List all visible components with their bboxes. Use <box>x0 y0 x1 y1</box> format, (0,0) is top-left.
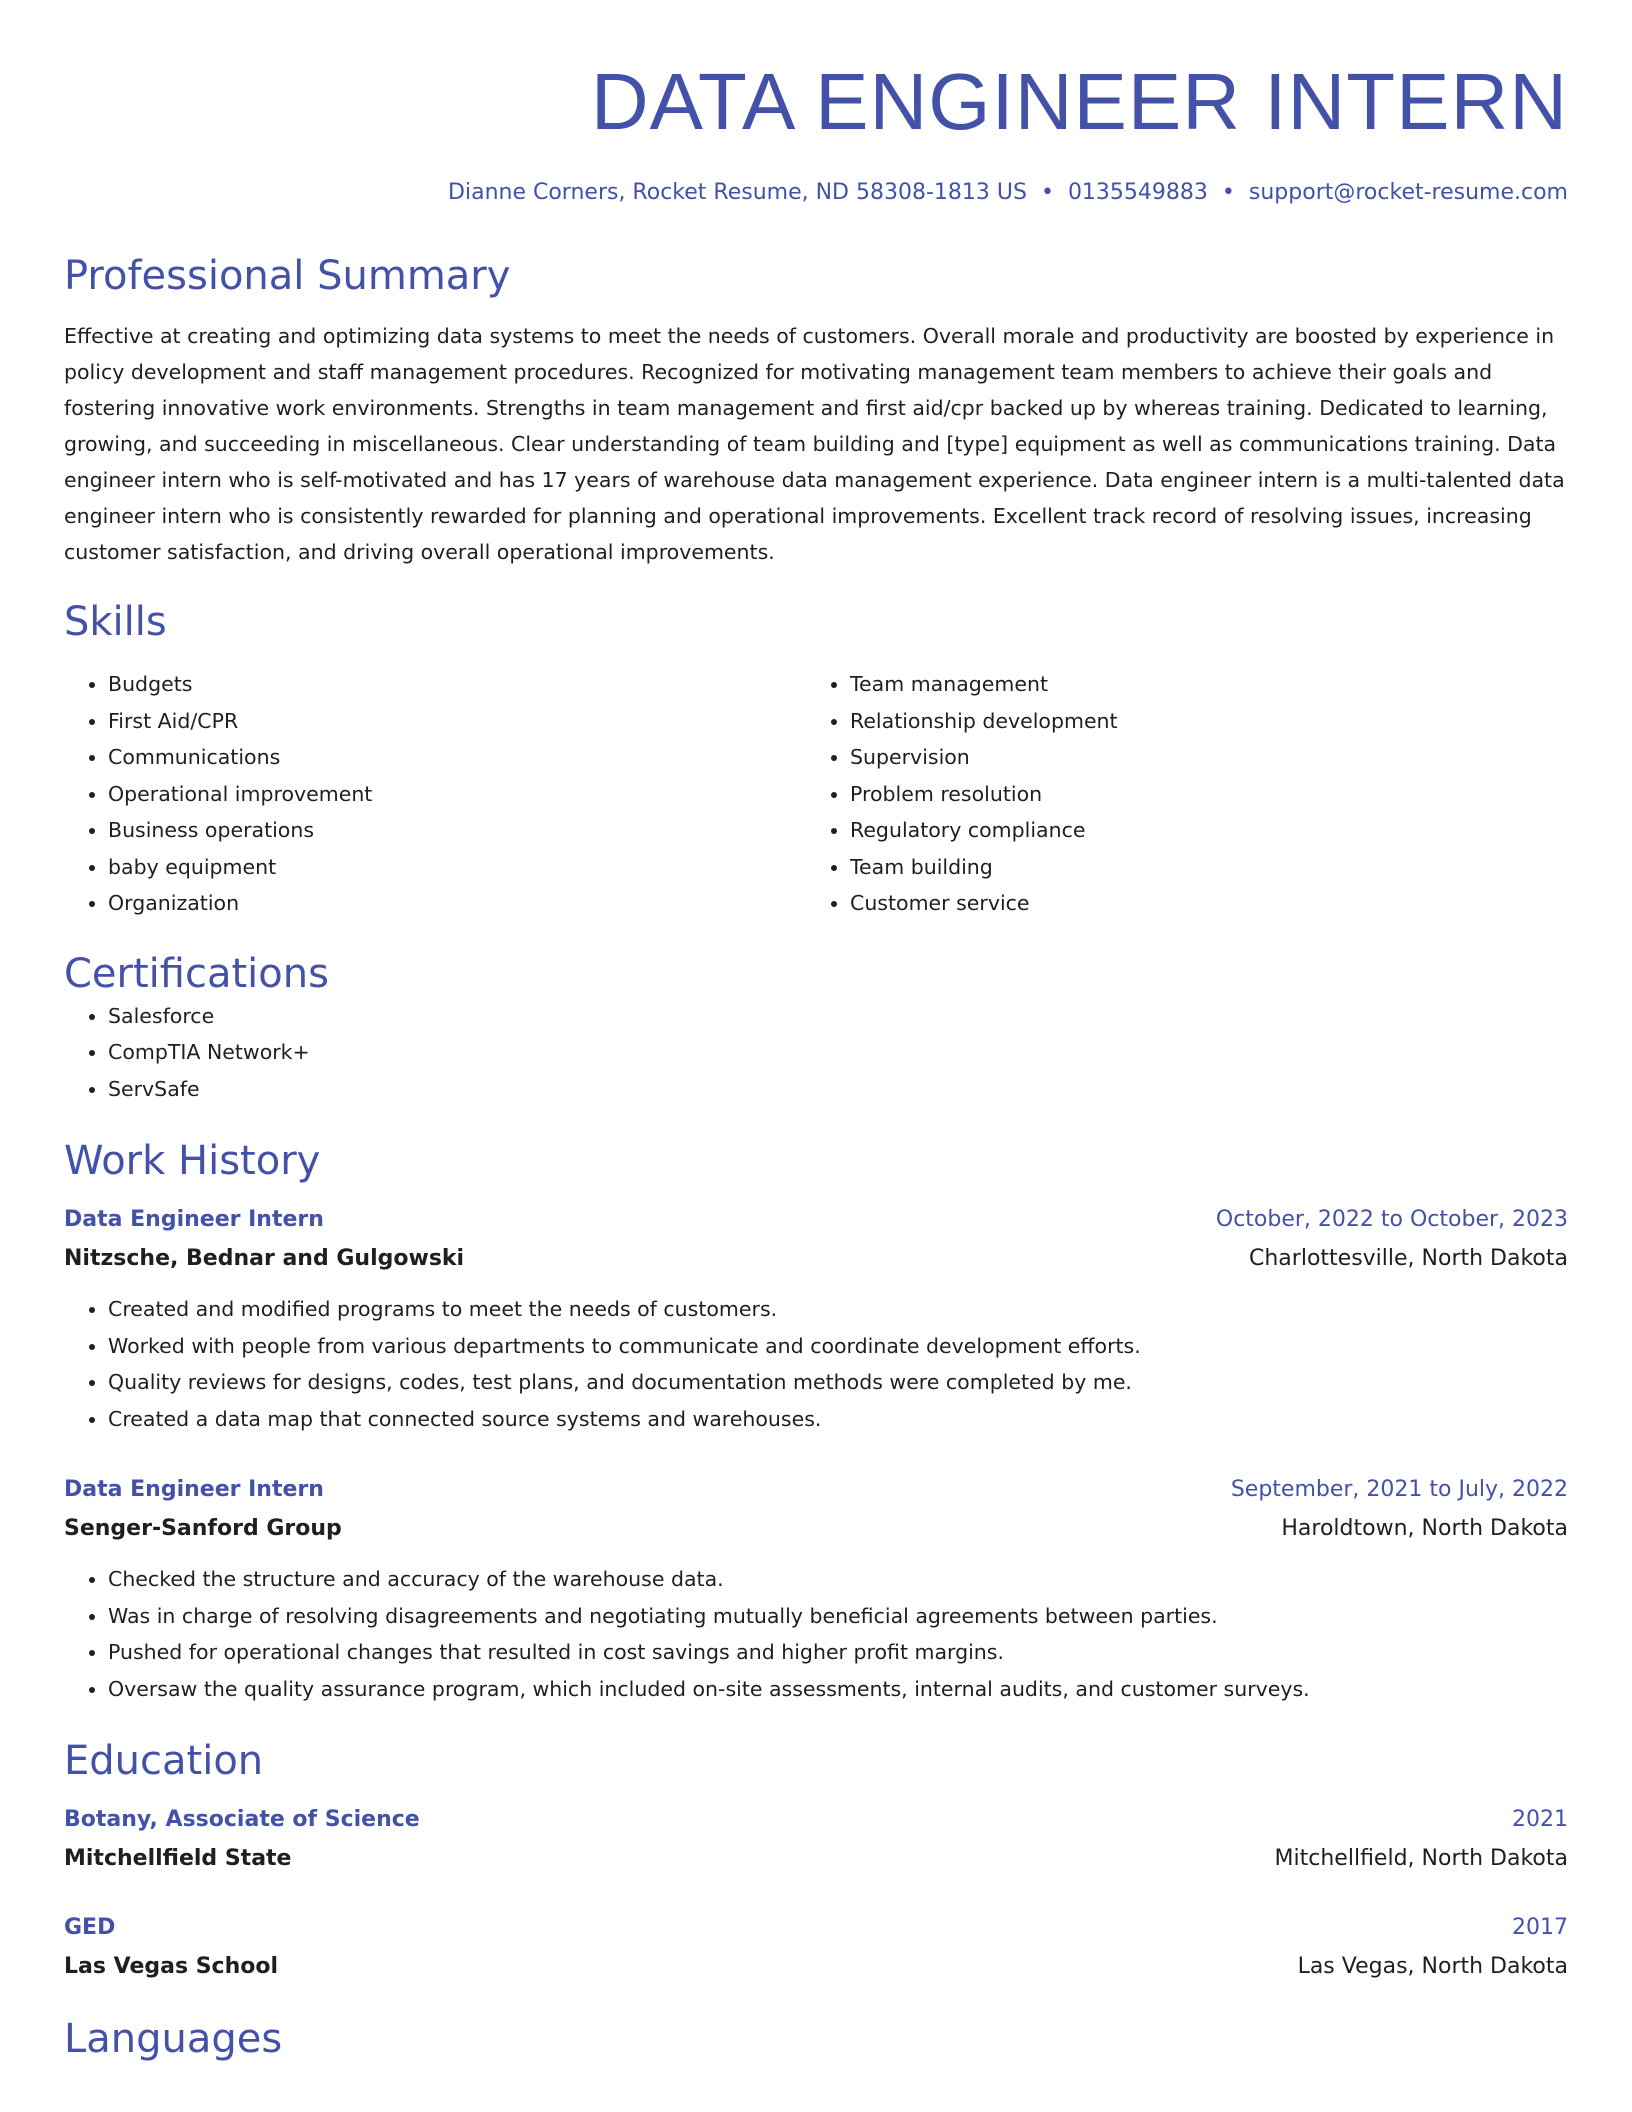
skill-item: • Relationship development <box>850 703 1548 740</box>
section-heading-work-history: Work History <box>64 1138 321 1184</box>
skills-list-left <box>64 666 806 922</box>
job-company-row <box>64 1509 1568 1549</box>
education-school-row <box>64 1839 1568 1879</box>
job-location: Haroldtown, North Dakota <box>1281 1516 1568 1541</box>
skill-item: • Regulatory compliance <box>850 812 1548 849</box>
job-bullet: • Oversaw the quality assurance program, which included on-site assessments, internal audits, and customer surveys. <box>108 1671 1568 1708</box>
contact-address: Dianne Corners, Rocket Resume, ND 58308-1813 US <box>448 180 1027 205</box>
skill-item: • Business operations <box>108 812 806 849</box>
education-location: Las Vegas, North Dakota <box>1297 1954 1568 1979</box>
skills-list-right <box>806 666 1548 922</box>
education-degree: GED <box>64 1915 116 1940</box>
certification-item: • ServSafe <box>108 1071 1568 1108</box>
education-school: Mitchellfield State <box>64 1846 292 1871</box>
job-bullets <box>64 1561 1568 1707</box>
page-title: DATA ENGINEER INTERN <box>590 57 1568 146</box>
summary-text: Effective at creating and optimizing data systems to meet the needs of customers. Overall morale and productivity are boosted by experience in policy development and staff management procedures. Recognized for motivating management team members to achieve their goals and fostering innovative work environments. Strengths in team management and first aid/cpr backed up by whereas training. Dedicated to learning, growing, and succeeding in miscellaneous. Clear understanding of team building and [type] equipment as well as communications training. Data engineer intern who is self-motivated and has 17 years of warehouse data management experience. Data engineer intern is a multi-talented data engineer intern who is consistently rewarded for planning and operational improvements. Excellent track record of resolving issues, increasing customer satisfaction, and driving overall operational improvements. <box>64 324 1565 564</box>
certification-item: • CompTIA Network+ <box>108 1034 1568 1071</box>
education-school: Las Vegas School <box>64 1954 279 1979</box>
education-year: 2017 <box>1512 1915 1568 1940</box>
education-year: 2021 <box>1512 1807 1568 1832</box>
skill-item: • Team building <box>850 849 1548 886</box>
skill-item: • Budgets <box>108 666 806 703</box>
skills-column-right <box>806 666 1548 922</box>
section-heading-languages: Languages <box>64 2016 283 2062</box>
contact-separator: • <box>1040 180 1054 205</box>
education-degree-row <box>64 1909 1568 1947</box>
job-bullet: • Was in charge of resolving disagreements and negotiating mutually beneficial agreements between parties. <box>108 1598 1568 1635</box>
skill-item: • Problem resolution <box>850 776 1548 813</box>
job-bullet: • Worked with people from various departments to communicate and coordinate development efforts. <box>108 1328 1568 1365</box>
job-company-row <box>64 1239 1568 1279</box>
job-bullet: • Pushed for operational changes that resulted in cost savings and higher profit margins. <box>108 1634 1568 1671</box>
section-heading-education: Education <box>64 1738 264 1784</box>
contact-email: support@rocket-resume.com <box>1248 180 1568 205</box>
section-heading-skills: Skills <box>64 599 167 645</box>
education-location: Mitchellfield, North Dakota <box>1274 1846 1568 1871</box>
contact-separator: • <box>1221 180 1235 205</box>
resume-header <box>64 52 1568 208</box>
section-heading-summary: Professional Summary <box>64 253 511 299</box>
certifications-list <box>64 998 1568 1108</box>
skills-column-left <box>64 666 806 922</box>
job-bullet: • Checked the structure and accuracy of the warehouse data. <box>108 1561 1568 1598</box>
skill-item: • Operational improvement <box>108 776 806 813</box>
skill-item: • Supervision <box>850 739 1548 776</box>
job-dates: October, 2022 to October, 2023 <box>1215 1207 1568 1232</box>
job-bullet: • Quality reviews for designs, codes, test plans, and documentation methods were completed by me. <box>108 1364 1568 1401</box>
skill-item: • Customer service <box>850 885 1548 922</box>
skill-item: • Organization <box>108 885 806 922</box>
education-school-row <box>64 1947 1568 1987</box>
job-role: Data Engineer Intern <box>64 1207 324 1232</box>
job-title-row <box>64 1471 1568 1509</box>
skill-item: • baby equipment <box>108 849 806 886</box>
section-heading-certifications: Certifications <box>64 950 329 997</box>
skill-item: • Team management <box>850 666 1548 703</box>
job-role: Data Engineer Intern <box>64 1477 324 1502</box>
certification-item: • Salesforce <box>108 998 1568 1035</box>
education-degree: Botany, Associate of Science <box>64 1807 420 1832</box>
skill-item: • First Aid/CPR <box>108 703 806 740</box>
job-dates: September, 2021 to July, 2022 <box>1230 1477 1568 1502</box>
job-title-row <box>64 1201 1568 1239</box>
job-location: Charlottesville, North Dakota <box>1249 1246 1568 1271</box>
job-bullet: • Created a data map that connected source systems and warehouses. <box>108 1401 1568 1438</box>
job-entry <box>64 1201 1568 1437</box>
education-entry <box>64 1909 1568 1987</box>
job-bullets <box>64 1291 1568 1437</box>
skill-item: • Communications <box>108 739 806 776</box>
contact-phone: 0135549883 <box>1067 180 1208 205</box>
job-entry <box>64 1471 1568 1707</box>
skills-grid <box>64 666 1568 922</box>
contact-line <box>64 178 1568 208</box>
job-company: Nitzsche, Bednar and Gulgowski <box>64 1246 465 1271</box>
education-degree-row <box>64 1801 1568 1839</box>
education-entry <box>64 1801 1568 1879</box>
job-bullet: • Created and modified programs to meet the needs of customers. <box>108 1291 1568 1328</box>
job-company: Senger-Sanford Group <box>64 1516 342 1541</box>
